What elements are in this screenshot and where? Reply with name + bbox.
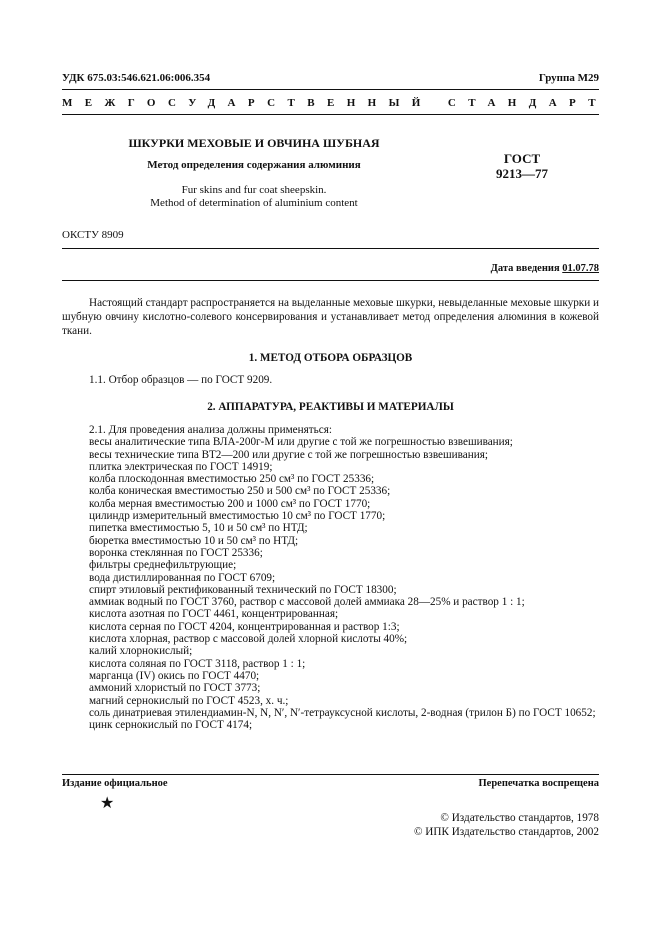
list-item: бюретка вместимостью 10 и 50 см³ по НТД;	[89, 534, 299, 547]
list-item: плитка электрическая по ГОСТ 14919;	[89, 460, 273, 473]
official-edition: Издание официальное	[62, 778, 168, 789]
list-item: цинк сернокислый по ГОСТ 4174;	[89, 719, 253, 732]
materials-intro: 2.1. Для проведения анализа должны применяться:	[89, 424, 332, 436]
intro-paragraph: Настоящий стандарт распространяется на выделанные меховые шкурки, невыделанные меховые шкурки и шубную овчину кислотно-солевого консервирования и устанавливает метод определения алюминия в кожевой ткани.	[62, 297, 599, 337]
list-item: весы аналитические типа ВЛА-200г-М или другие с той же погрешностью взвешивания;	[89, 436, 513, 449]
header-rule-bottom	[62, 114, 599, 115]
section2-heading: 2. АППАРАТУРА, РЕАКТИВЫ И МАТЕРИАЛЫ	[207, 401, 454, 413]
intro-date-label: Дата введения	[490, 263, 560, 274]
gost-number: 9213—77	[496, 166, 548, 181]
list-item: вода дистиллированная по ГОСТ 6709;	[89, 571, 276, 584]
list-item: фильтры среднефильтрующие;	[89, 559, 237, 572]
list-item: аммоний хлористый по ГОСТ 3773;	[89, 682, 261, 695]
list-item: цилиндр измерительный вместимостью 10 см³ по ГОСТ 1770;	[89, 510, 386, 523]
intro-date-value: 01.07.78	[562, 263, 599, 274]
list-item: кислота азотная по ГОСТ 4461, концентрированная;	[89, 608, 339, 621]
subtitle-ru: Метод определения содержания алюминия	[147, 159, 361, 171]
group-code: Группа М29	[538, 72, 599, 84]
gost-label: ГОСТ	[503, 151, 541, 166]
reprint-prohibited: Перепечатка воспрещена	[478, 778, 599, 789]
star-icon: ★	[100, 795, 115, 812]
title-en-line2: Method of determination of aluminium content	[150, 197, 358, 209]
udk-code: УДК 675.03:546.621.06:006.354	[62, 72, 211, 84]
list-item: спирт этиловый ректификованный технический по ГОСТ 18300;	[89, 583, 397, 596]
list-item: марганца (IV) окись по ГОСТ 4470;	[89, 669, 260, 682]
footer-rule	[62, 774, 599, 775]
list-item: воронка стеклянная по ГОСТ 25336;	[89, 546, 263, 559]
copyright-1978: © Издательство стандартов, 1978	[440, 812, 599, 824]
list-item: колба мерная вместимостью 200 и 1000 см³ по ГОСТ 1770;	[89, 497, 371, 510]
list-item: аммиак водный по ГОСТ 3760, раствор с массовой долей аммиака 28—25% и раствор 1 : 1;	[89, 596, 525, 609]
list-item: колба плоскодонная вместимостью 250 см³ по ГОСТ 25336;	[89, 473, 375, 486]
section1-item: 1.1. Отбор образцов — по ГОСТ 9209.	[89, 374, 273, 386]
list-item: магний сернокислый по ГОСТ 4523, х. ч.;	[89, 694, 289, 707]
title-rule	[62, 248, 599, 249]
list-item: кислота хлорная, раствор с массовой долей хлорной кислоты 40%;	[89, 633, 408, 646]
list-item: кислота серная по ГОСТ 4204, концентрированная и раствор 1:3;	[89, 620, 400, 633]
title-ru: ШКУРКИ МЕХОВЫЕ И ОВЧИНА ШУБНАЯ	[128, 136, 380, 150]
list-item: кислота соляная по ГОСТ 3118, раствор 1 : 1;	[89, 657, 306, 670]
list-item: колба коническая вместимостью 250 и 500 см³ по ГОСТ 25336;	[89, 485, 391, 498]
list-item-wrapped: соль динатриевая этилендиамин-N, N, N′, N′-тетрауксусной кислоты, 2-водная (трилон Б) по ГОСТ 10652;	[89, 706, 596, 719]
copyright-2002: © ИПК Издательство стандартов, 2002	[413, 826, 599, 838]
intro-date	[491, 263, 599, 274]
list-item: весы технические типа ВТ2—200 или другие с той же погрешностью взвешивания;	[89, 448, 488, 461]
header-rule-top	[62, 89, 599, 90]
materials-list	[62, 424, 599, 731]
okstu-code: ОКСТУ 8909	[62, 229, 124, 241]
section1-heading: 1. МЕТОД ОТБОРА ОБРАЗЦОВ	[248, 352, 413, 364]
list-item: пипетка вместимостью 5, 10 и 50 см³ по НТД;	[89, 522, 308, 535]
standard-type: МЕЖГОСУДАРСТВЕННЫЙ СТАНДАРТ	[62, 97, 609, 109]
title-en-line1: Fur skins and fur coat sheepskin.	[181, 184, 327, 196]
list-item: калий хлорнокислый;	[89, 645, 193, 658]
date-rule	[62, 280, 599, 281]
